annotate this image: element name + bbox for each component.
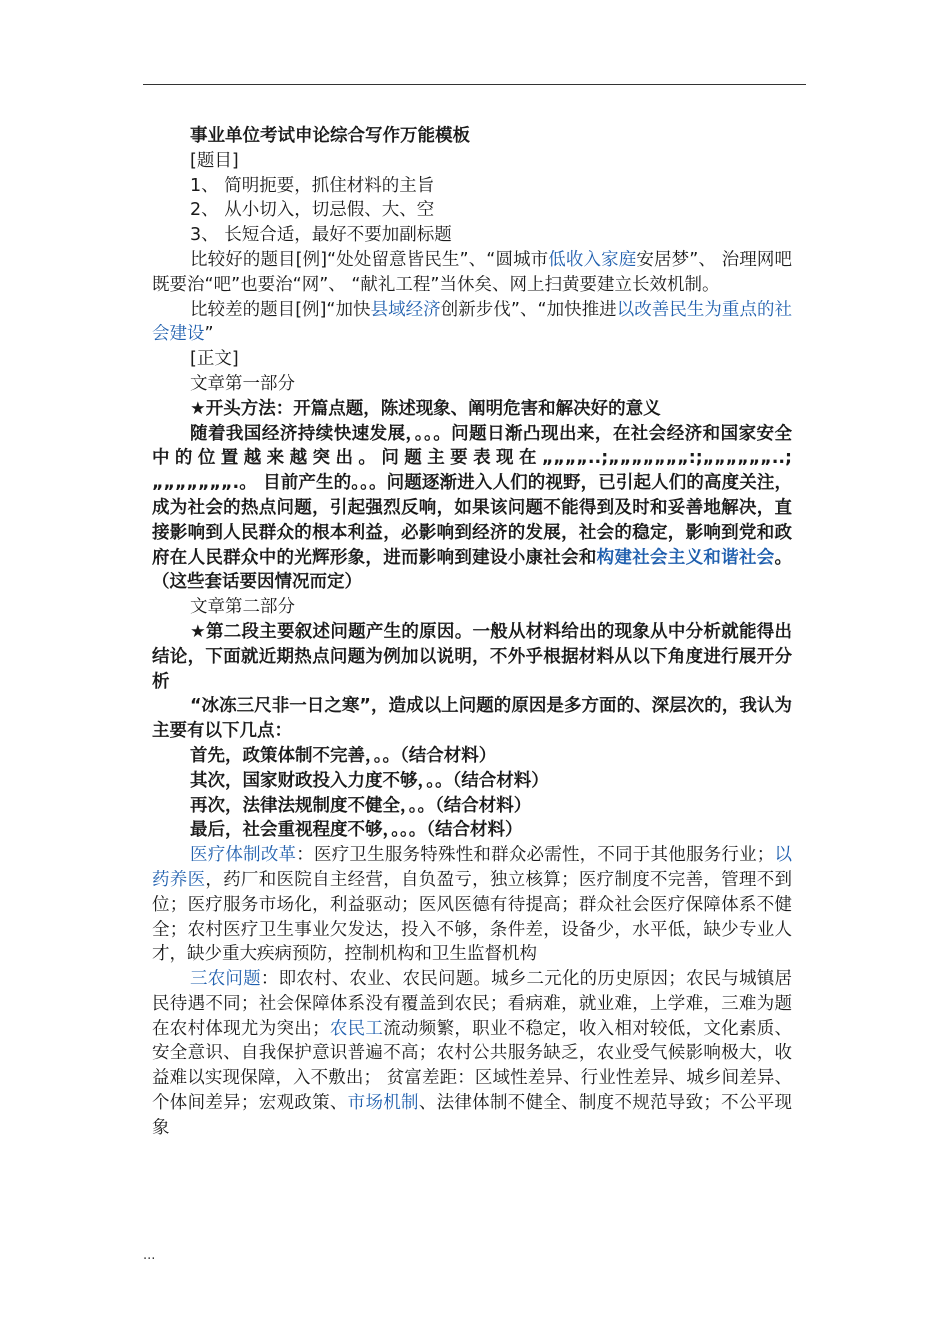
- rule-item: 2、 从小切入，切忌假、大、空: [190, 200, 435, 221]
- section-topic: [题目]: [190, 150, 239, 171]
- part1-paragraph: [152, 422, 792, 596]
- text-run: 流动频繁，职业不稳定，收入相对较低，文化素质、安全意识、自我保护意识普遍不高；农村公共服务缺乏，农业受气候影响极大，收益难以实现保障，入不敷出； 贫富差距：区域性差异、行业性差异、城乡间差异、个体间差异；宏观政策、: [152, 1018, 793, 1114]
- text-run: ”: [204, 324, 214, 345]
- text-run: 。（这些套话要因情况而定）: [152, 547, 793, 593]
- bad-examples-paragraph: [152, 298, 792, 348]
- link-social-construction[interactable]: 以改善民生为重点的社会建设: [152, 299, 793, 345]
- reason-item: 再次，法律法规制度不健全，。。（结合材料）: [190, 795, 532, 816]
- header-rule: [143, 84, 806, 85]
- text-run: 、法律体制不健全、制度不规范导致；不公平现象: [152, 1093, 793, 1138]
- footer-ellipsis: ...: [143, 1248, 156, 1263]
- link-harmonious-society[interactable]: 构建社会主义和谐社会: [596, 547, 775, 568]
- good-examples-paragraph: [152, 248, 792, 298]
- reason-item: 其次，国家财政投入力度不够，。。（结合材料）: [190, 770, 549, 791]
- part2-heading: 文章第二部分: [190, 597, 295, 618]
- sannong-paragraph: [152, 967, 792, 1141]
- part2-method: ★第二段主要叙述问题产生的原因。一般从材料给出的现象从中分析就能得出结论，下面就近期热点问题为例加以说明，不外乎根据材料从以下角度进行展开分析: [152, 621, 792, 692]
- link-medical-reform[interactable]: 医疗体制改革: [190, 845, 297, 866]
- part1-heading: 文章第一部分: [190, 373, 295, 394]
- medical-paragraph: [152, 843, 792, 967]
- text-run: 比较差的题目[例]“加快: [190, 299, 371, 320]
- text-run: ：即农村、农业、农民问题。城乡二元化的历史原因；农民与城镇居民待遇不同；社会保障体系没有覆盖到农民；看病难，就业难，上学难，三难为题在农村体现尤为突出；: [152, 969, 793, 1039]
- section-body: [正文]: [190, 349, 239, 370]
- part2-intro: “冰冻三尺非一日之寒”，造成以上问题的原因是多方面的、深层次的，我认为主要有以下几点：: [152, 696, 792, 742]
- text-run: 比较好的题目[例]“处处留意皆民生”、“圆城市: [190, 249, 549, 270]
- link-migrant-workers[interactable]: 农民工: [329, 1018, 384, 1039]
- document-body: [152, 124, 792, 1141]
- text-run: 创新步伐”、“加快推进: [440, 299, 617, 320]
- rule-item: 3、 长短合适，最好不要加副标题: [190, 225, 452, 246]
- text-run: ，药厂和医院自主经营，自负盈亏，独立核算；医疗制度不完善，管理不到位；医疗服务市场化，利益驱动；医风医德有待提高；群众社会医疗保障体系不健全；农村医疗卫生事业欠发达，投入不够，条件差，设备少，水平低，缺少专业人才，缺少重大疾病预防，控制机构和卫生监督机构: [152, 869, 792, 965]
- link-drug-supported-medicine[interactable]: 以药养医: [152, 845, 793, 890]
- reason-item: 首先，政策体制不完善，。。（结合材料）: [190, 745, 497, 766]
- rule-item: 1、 简明扼要，抓住材料的主旨: [190, 175, 435, 196]
- link-county-economy[interactable]: 县域经济: [370, 299, 441, 320]
- document-title: 事业单位考试申论综合写作万能模板: [190, 126, 470, 146]
- part1-method: ★开头方法：开篇点题，陈述现象、阐明危害和解决好的意义: [190, 398, 661, 419]
- link-sannong[interactable]: 三农问题: [190, 969, 261, 990]
- text-run: 安居梦”、 治理网吧既要治“吧”也要治“网”、 “献礼工程”当休矣、网上扫黄要建立长效机制。: [152, 249, 792, 295]
- link-market-mechanism[interactable]: 市场机制: [347, 1093, 419, 1114]
- text-run: ：医疗卫生服务特殊性和群众必需性，不同于其他服务行业；: [296, 845, 775, 866]
- text-run: 随着我国经济持续快速发展，。。。问题日渐凸现出来，在社会经济和国家安全中的位置越来越突出。问题主要表现在„„„„..;„„„„„„„:;„„„„„„..;„„„„„„„.。 目前产生的。。。问题逐渐进入人们的视野，已引起人们的高度关注，成为社会的热点问题，引起强烈反响，如果该问题不能得到及时和妥善地解决，直接影响到人民群众的根本利益，必影响到经济的发展，社会的稳定，影响到党和政府在人民群众中的光辉形象，进而影响到建设小康社会和: [152, 423, 792, 568]
- reason-item: 最后，社会重视程度不够，。。。（结合材料）: [190, 820, 523, 841]
- link-low-income-family[interactable]: 低收入家庭: [548, 249, 637, 270]
